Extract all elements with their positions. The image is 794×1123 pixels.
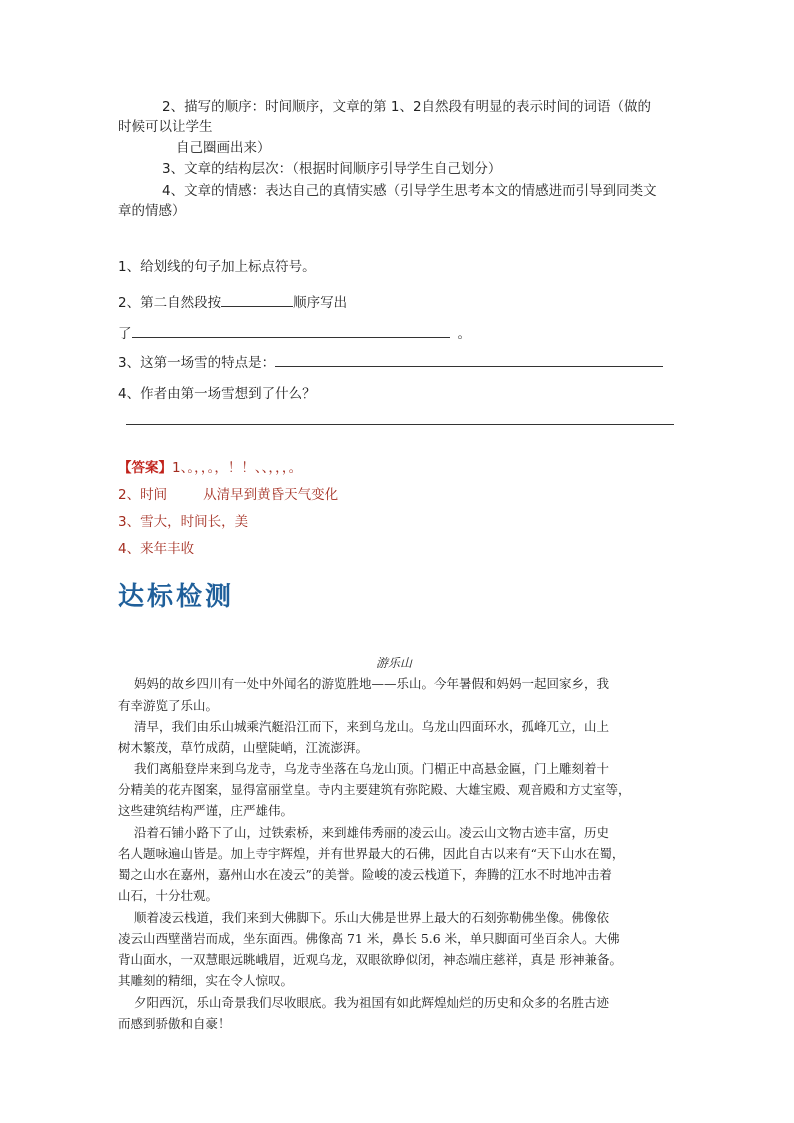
question-2-cont-blank[interactable] — [132, 323, 450, 338]
story-line: 背山面水，一双慧眼远眺峨眉，近观乌龙，双眼欲睁似闭，神态端庄慈祥，真是 形神兼备。 — [118, 952, 622, 967]
answer-2 — [118, 483, 338, 503]
question-4: 4、作者由第一场雪想到了什么？ — [118, 386, 316, 402]
story-line: 而感到骄傲和自豪！ — [118, 1016, 231, 1031]
answer-2-num: 2、时间 — [118, 487, 168, 503]
question-4-answer-line[interactable] — [126, 424, 674, 425]
story-line: 树木繁茂，草竹成荫，山壁陡峭，江流澎湃。 — [118, 740, 369, 755]
question-3 — [118, 352, 663, 373]
answer-1-text: 1、。，，。，！！、、，，，。 — [172, 460, 303, 476]
question-2-prefix: 2、第二自然段按 — [118, 295, 222, 311]
story-line: 这些建筑结构严谨，庄严雄伟。 — [118, 803, 294, 818]
answer-label: 【答案】 — [118, 460, 172, 476]
story-line: 夕阳西沉，乐山奇景我们尽收眼底。我为祖国有如此辉煌灿烂的历史和众多的名胜古迹 — [134, 995, 610, 1010]
analysis-item-2-line3: 自己圈画出来） — [176, 140, 271, 156]
story-line: 名人题咏遍山皆是。加上寺宇辉煌，并有世界最大的石佛，因此自古以来有“天下山水在蜀， — [118, 846, 625, 861]
answer-1 — [118, 456, 302, 476]
question-2-continued — [118, 323, 471, 344]
story-line: 分精美的花卉图案，显得富丽堂皇。寺内主要建筑有弥陀殿、大雄宝殿、观音殿和方丈室等， — [118, 782, 631, 797]
question-2-cont-prefix: 了 — [118, 326, 132, 342]
story-line: 山石，十分壮观。 — [118, 888, 219, 903]
story-line: 顺着凌云栈道，我们来到大佛脚下。乐山大佛是世界上最大的石刻弥勒佛坐像。佛像依 — [134, 910, 610, 925]
question-3-text: 3、这第一场雪的特点是： — [118, 355, 276, 371]
analysis-item-4-line2: 章的情感） — [118, 203, 186, 219]
analysis-item-3: 3、文章的结构层次：（根据时间顺序引导学生自己划分） — [162, 161, 502, 177]
question-1: 1、给划线的句子加上标点符号。 — [118, 259, 316, 275]
question-2-cont-suffix: 。 — [457, 326, 471, 342]
story-line: 蜀之山水在嘉州，嘉州山水在凌云”的美誉。险峻的凌云栈道下，奔腾的江水不时地冲击着 — [118, 867, 612, 882]
story-line: 凌云山西壁凿岩而成，坐东面西。佛像高 71 米，鼻长 5.6 米，单只脚面可坐百余人。大佛 — [118, 931, 620, 946]
story-line: 沿着石铺小路下了山，过铁索桥，来到雄伟秀丽的凌云山。凌云山文物古迹丰富，历史 — [134, 825, 610, 840]
question-2 — [118, 292, 347, 313]
story-line: 其雕刻的精细，实在令人惊叹。 — [118, 973, 294, 988]
section-heading: 达标检测 — [118, 582, 235, 612]
story-title: 游乐山 — [376, 656, 413, 670]
answer-2-text: 从清早到黄昏天气变化 — [203, 487, 339, 503]
question-2-suffix: 顺序写出 — [293, 295, 348, 311]
question-3-blank[interactable] — [275, 352, 663, 367]
analysis-item-2-line1: 2、描写的顺序：时间顺序，文章的第 1、2自然段有明显的表示时间的词语（做的 — [162, 99, 652, 115]
answer-3: 3、雪大，时间长，美 — [118, 514, 249, 530]
story-line: 妈妈的故乡四川有一处中外闻名的游览胜地——乐山。今年暑假和妈妈一起回家乡，我 — [134, 676, 610, 691]
analysis-item-2-line2: 时候可以让学生 — [118, 119, 213, 135]
answer-4: 4、来年丰收 — [118, 541, 195, 557]
story-line: 我们离船登岸来到乌龙寺，乌龙寺坐落在乌龙山顶。门楣正中高悬金匾，门上雕刻着十 — [134, 761, 610, 776]
analysis-item-4-line1: 4、文章的情感：表达自己的真情实感（引导学生思考本文的情感进而引导到同类文 — [162, 183, 657, 199]
story-line: 有幸游览了乐山。 — [118, 698, 219, 713]
question-2-blank[interactable] — [221, 292, 293, 307]
story-line: 清早，我们由乐山城乘汽艇沿江而下，来到乌龙山。乌龙山四面环水，孤峰兀立，山上 — [134, 719, 610, 734]
